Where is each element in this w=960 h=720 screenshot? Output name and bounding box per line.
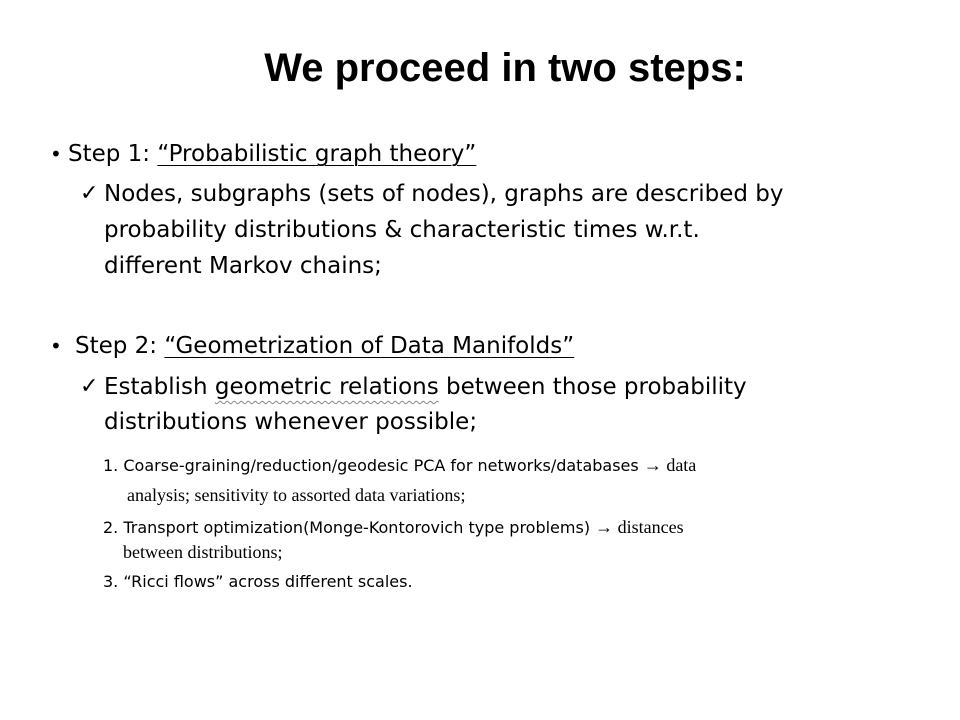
step2-line-1-a: Establish: [104, 374, 215, 400]
step1-line-2: probability distributions & characteristic times w.r.t.: [104, 217, 700, 243]
step2-prefix: Step 2:: [75, 333, 165, 359]
item-3: 3. “Ricci flows” across different scales.: [103, 572, 413, 591]
step1-heading: [68, 137, 476, 171]
item-2-continuation: between distributions;: [123, 542, 283, 562]
step2-line-1-b: geometric relations: [214, 374, 439, 400]
step2-heading: [75, 329, 574, 363]
step1-line-3: different Markov chains;: [104, 253, 382, 279]
check-icon: ✓: [80, 181, 99, 206]
slide-title: We proceed in two steps:: [264, 46, 746, 90]
step2-line-2: distributions whenever possible;: [104, 409, 478, 435]
item-2-text: 2. Transport optimization(Monge-Kontorovich type problems): [103, 518, 596, 537]
check-icon: ✓: [80, 374, 99, 399]
item-2-arrow-text: → distances: [595, 517, 684, 537]
step2-bullet: •: [50, 334, 62, 358]
item-1: [103, 453, 696, 478]
item-2: [103, 515, 684, 540]
item-1-arrow-text: → data: [643, 455, 697, 475]
step2-line-1: [104, 370, 747, 404]
step2-line-1-c: between those probability: [438, 374, 747, 400]
step1-quoted-title: “Probabilistic graph theory”: [157, 141, 477, 167]
item-1-text: 1. Coarse-graining/reduction/geodesic PCA for networks/databases: [103, 456, 644, 475]
step1-prefix: Step 1:: [68, 141, 158, 167]
step1-bullet: •: [50, 142, 62, 166]
step1-line-1: Nodes, subgraphs (sets of nodes), graphs are described by: [104, 181, 784, 207]
step2-quoted-title: “Geometrization of Data Manifolds”: [164, 333, 575, 359]
item-1-continuation: analysis; sensitivity to assorted data variations;: [127, 485, 466, 505]
